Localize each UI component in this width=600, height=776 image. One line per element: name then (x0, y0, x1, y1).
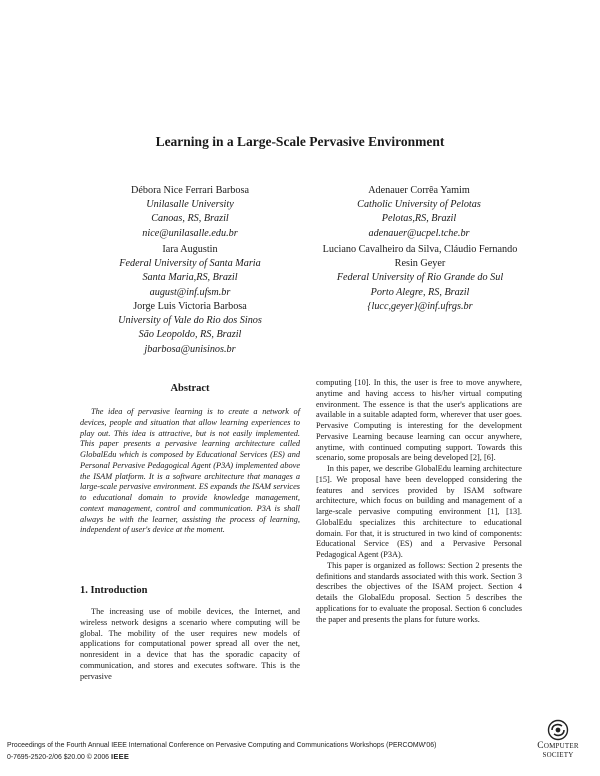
body-paragraph: computing [10]. In this, the user is free to move anywhere, anytime and having access to his/her virtual computing environment. The essence is that the user's applications are available in a suitable adapted form, wherever that user goes. Pervasive Computing is interesting for the development Pervasive Learning because learning can occur anywhere, anytime, with continued computing support. Towards this scenario, some proposals are being developed [2], [6]. (316, 378, 522, 463)
author-name: Luciano Cavalheiro da Silva, Cláudio Fernando (322, 244, 518, 255)
author-name: Jorge Luis Victoria Barbosa (133, 301, 247, 312)
introduction-text (80, 607, 300, 682)
computer-society-logo (530, 719, 586, 773)
author-email: adenauer@ucpel.tche.br (368, 227, 470, 239)
abstract-text (80, 407, 300, 536)
body-paragraph: This paper is organized as follows: Section 2 presents the definitions and standards associated with this work. Section 3 describes the objectives of the ISAM project. Section 4 details the GlobalEdu proposal. Section 5 describes the applications for to evaluate the proposal. Section 6 concludes the paper and presents the plans for future works. (316, 560, 522, 624)
author-block (300, 243, 540, 314)
author-affiliation: Federal University of Santa Maria (119, 258, 261, 270)
author-name: Débora Nice Ferrari Barbosa (131, 185, 249, 196)
right-column-text (316, 378, 522, 625)
author-email: nice@unilasalle.edu.br (142, 227, 238, 239)
author-location: Canoas, RS, Brazil (151, 213, 229, 225)
author-email: {lucc,geyer}@inf.ufrgs.br (367, 300, 473, 312)
page-footer (7, 740, 436, 763)
author-affiliation: Catholic University of Pelotas (357, 199, 481, 211)
author-block (80, 300, 300, 357)
author-name: Adenauer Corrêa Yamim (368, 185, 470, 196)
author-block (80, 243, 300, 300)
author-affiliation: Unilasalle University (146, 199, 234, 211)
proceedings-line: Proceedings of the Fourth Annual IEEE International Conference on Pervasive Computing and Communications Workshops (PERCOMW'06) (7, 742, 437, 749)
abstract-heading: Abstract (170, 383, 210, 394)
author-email: august@inf.ufsm.br (149, 286, 231, 298)
author-location: São Leopoldo, RS, Brazil (138, 329, 242, 341)
logo-text-line1: Computer (537, 741, 579, 751)
computer-society-emblem-icon (546, 719, 570, 741)
author-location: Porto Alegre, RS, Brazil (370, 286, 470, 298)
isbn-text: 0-7695-2520-2/06 $20.00 © 2006 (7, 754, 110, 761)
logo-text-line2: society (542, 750, 574, 760)
author-block (316, 184, 522, 241)
author-location: Santa Maria,RS, Brazil (142, 272, 238, 284)
author-name: Iara Augustin (162, 244, 218, 255)
isbn-line (7, 751, 436, 763)
section-heading: 1. Introduction (80, 585, 148, 596)
body-paragraph: The increasing use of mobile devices, the Internet, and wireless network designs a scenario where computing will be global. The mobility of the user requires new models of applications for computational power spread all over the net, nonresident in a device that has the sporadic capacity of communication, and stores and executes software. This is the pervasive (80, 607, 300, 681)
author-affiliation: Federal University of Rio Grande do Sul (336, 272, 504, 284)
author-location: Pelotas,RS, Brazil (381, 213, 457, 225)
author-block (80, 184, 300, 241)
body-paragraph: In this paper, we describe GlobalEdu learning architecture [15]. We proposal have been developped considering the features and services provided by ISAM software architecture, which focus on building and management of a large-scale pervasive computing environment [1], [13]. GlobalEdu specializes this architecture to educational domain. For that, it is structured in two kind of components: Educational Service (ES) and a Pervasive Personal Pedagogical Agent (P3A). (316, 464, 522, 559)
paper-title: Learning in a Large-Scale Pervasive Environment (155, 134, 445, 149)
ieee-label: IEEE (110, 752, 130, 761)
author-name: Resin Geyer (394, 258, 446, 270)
author-affiliation: University of Vale do Rio dos Sinos (118, 315, 262, 327)
author-email: jbarbosa@unisinos.br (144, 343, 236, 355)
abstract-paragraph: The idea of pervasive learning is to create a network of devices, people and situation that allow learning experiences to play out. This idea is attractive, but is not easily implemented. This paper presents a pervasive learning architecture called GlobalEdu which is composed by Educational Services (ES) and Personal Pervasive Pedagogical Agent (P3A) implemented above the ISAM platform. It is a software architecture that manages a large-scale pervasive environment. ES expands the ISAM services to educational domain to provide knowledge management, context management, control and communication. P3A is shall always be with the learner, assisting the process of learning, independent of user's device at the moment. (80, 407, 300, 535)
